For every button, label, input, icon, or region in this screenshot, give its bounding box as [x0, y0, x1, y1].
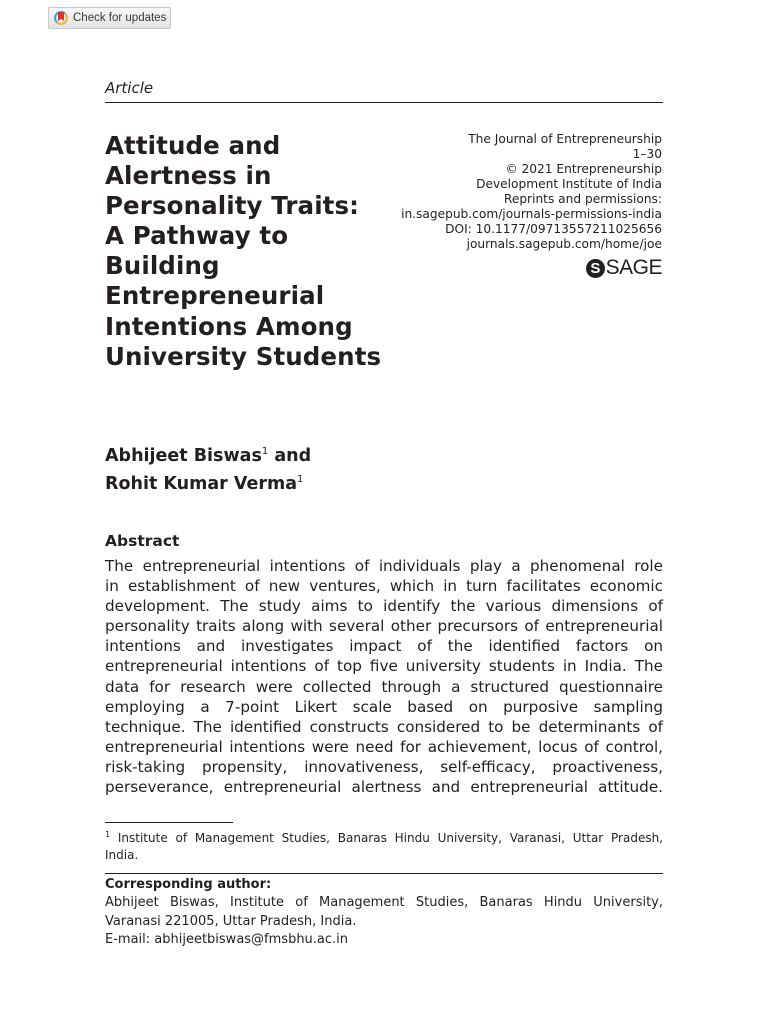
abstract-line: perseverance, entrepreneurial alertness and entrepreneurial attitude. [105, 778, 663, 797]
footnote-line: India. [105, 848, 139, 862]
author [105, 440, 311, 468]
abstract-line: personality traits along with several other precursors of entrepreneurial [105, 617, 663, 636]
corresponding-rule [105, 873, 663, 874]
copyright-line: © 2021 Entrepreneurship [505, 162, 662, 176]
abstract-body [105, 556, 663, 797]
title-line: Entrepreneurial [105, 281, 325, 311]
reprints-label: Reprints and permissions: [503, 192, 662, 206]
title-line: Alertness in [105, 161, 272, 191]
reprints-link[interactable]: in.sagepub.com/journals-permissions-india [401, 207, 662, 221]
abstract-line: technique. The identified constructs considered to be determinants of [105, 717, 663, 736]
crossmark-icon [54, 11, 68, 25]
sage-logo [586, 256, 662, 280]
page-range: 1–30 [632, 147, 662, 161]
corresponding-heading: Corresponding author: [105, 877, 272, 892]
copyright-holder: Development Institute of India [476, 177, 662, 191]
sage-wordmark: SAGE [605, 256, 662, 279]
affiliation-marker: 1 [261, 446, 269, 457]
affiliation-footnote [105, 826, 663, 864]
title-line: A Pathway to [105, 221, 289, 251]
journal-name: The Journal of Entrepreneurship [468, 132, 662, 146]
abstract-heading: Abstract [105, 532, 180, 550]
abstract-line: intentions and investigates impact of the identified factors on [105, 637, 663, 656]
footnote-rule [105, 822, 233, 823]
corresponding-line: Abhijeet Biswas, Institute of Management Studies, Banaras Hindu University, [105, 895, 663, 911]
author-name: Rohit Kumar Verma [105, 474, 298, 494]
abstract-line: development. The study aims to identify the various dimensions of [105, 597, 663, 616]
corresponding-author-block [105, 876, 663, 950]
article-type-label: Article [105, 79, 154, 97]
footnote-text: Institute of Management Studies, Banaras Hindu University, Varanasi, Uttar Pradesh, [110, 831, 663, 845]
abstract-line: data for research were collected through a structured questionnaire [105, 677, 663, 696]
doi[interactable]: DOI: 10.1177/09713557211025656 [445, 222, 662, 236]
header-rule [105, 102, 663, 103]
abstract-line: entrepreneurial intentions were need for achievement, locus of control, [105, 737, 663, 756]
title-line: Building [105, 251, 220, 281]
footnote-marker: 1 [105, 830, 111, 839]
author-name: Abhijeet Biswas [105, 446, 262, 466]
abstract-line: The entrepreneurial intentions of individuals play a phenomenal role [105, 557, 663, 575]
title-line: Personality Traits: [105, 191, 360, 221]
journal-meta-block [401, 132, 662, 252]
check-for-updates-button[interactable] [48, 7, 171, 29]
journal-link[interactable]: journals.sagepub.com/home/joe [466, 237, 662, 251]
title-line: University Students [105, 341, 382, 371]
check-for-updates-label: Check for updates [73, 12, 167, 24]
sage-s-icon: S [586, 259, 605, 278]
abstract-line: in establishment of new ventures, which in turn facilitates economic [105, 577, 663, 596]
author-conjunction: and [268, 446, 312, 466]
title-line: Intentions Among [105, 311, 353, 341]
article-title [105, 131, 405, 372]
author [105, 468, 311, 496]
corresponding-line: Varanasi 221005, Uttar Pradesh, India. [105, 913, 357, 929]
footnote-line [105, 826, 663, 847]
abstract-line: employing a 7-point Likert scale based on purposive sampling [105, 697, 663, 716]
author-list [105, 440, 311, 496]
abstract-line: risk-taking propensity, innovativeness, self-efficacy, proactiveness, [105, 757, 663, 776]
affiliation-marker: 1 [297, 474, 304, 485]
corresponding-email[interactable]: E-mail: abhijeetbiswas@fmsbhu.ac.in [105, 932, 349, 948]
abstract-line: entrepreneurial intentions of top five university students in India. The [105, 657, 663, 676]
title-line: Attitude and [105, 131, 281, 160]
